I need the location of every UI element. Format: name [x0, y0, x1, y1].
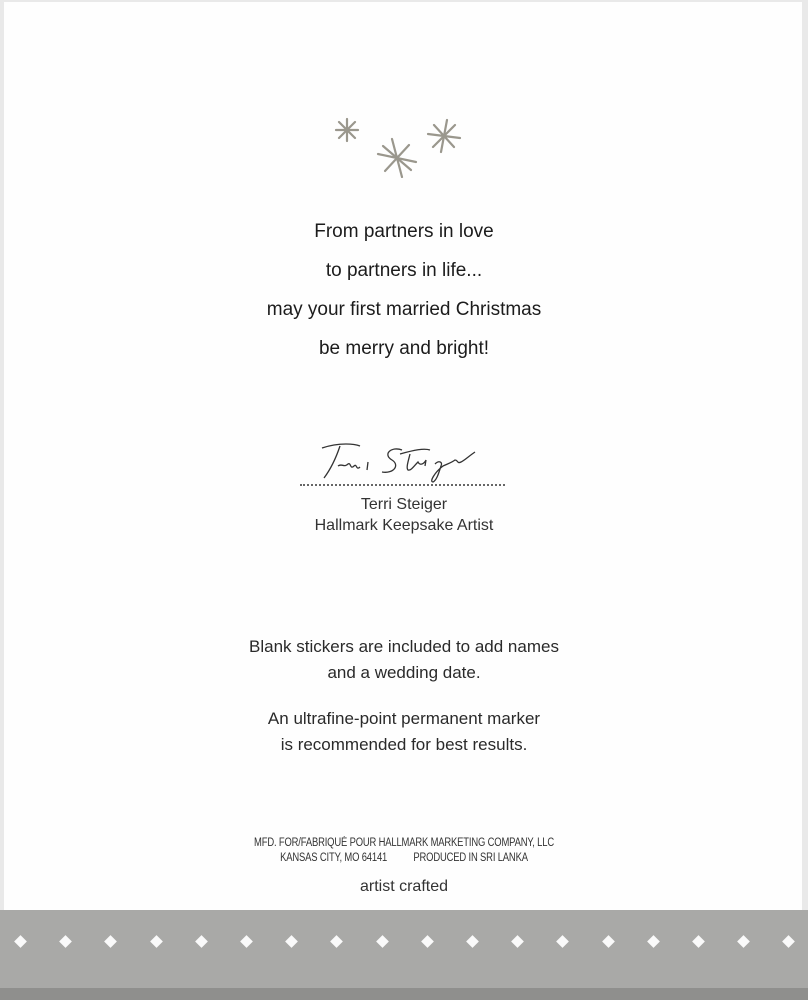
greeting-message	[0, 212, 808, 368]
note-line: and a wedding date.	[327, 663, 481, 682]
artist-signature	[310, 440, 490, 486]
note-line: Blank stickers are included to add names	[249, 637, 559, 656]
message-line: to partners in life...	[325, 260, 483, 281]
stickers-note	[0, 634, 808, 686]
note-line: An ultrafine-point permanent marker	[267, 709, 541, 728]
manufacturer-line: MFD. FOR/FABRIQUÉ POUR HALLMARK MARKETING COMPANY, LLC	[254, 837, 554, 849]
snowflake-medium-icon	[428, 120, 460, 152]
artist-title: Hallmark Keepsake Artist	[314, 517, 494, 534]
snowflake-large-icon	[378, 139, 416, 177]
manufacturer-city: KANSAS CITY, MO 64141	[280, 852, 388, 864]
artist-name: Terri Steiger	[360, 496, 448, 513]
note-line: is recommended for best results.	[280, 735, 528, 754]
signature-divider	[300, 484, 505, 486]
decorative-band	[0, 910, 808, 1000]
country-of-origin: PRODUCED IN SRI LANKA	[413, 852, 528, 864]
message-line: may your first married Christmas	[266, 299, 542, 320]
message-line: be merry and bright!	[318, 338, 490, 359]
marker-note	[0, 706, 808, 758]
snowflake-small-icon	[336, 119, 358, 141]
message-line: From partners in love	[314, 221, 494, 242]
manufacturer-info	[73, 836, 736, 866]
tagline: artist crafted	[359, 878, 449, 895]
artist-credit	[0, 494, 808, 536]
snowflakes-icon	[330, 108, 480, 178]
